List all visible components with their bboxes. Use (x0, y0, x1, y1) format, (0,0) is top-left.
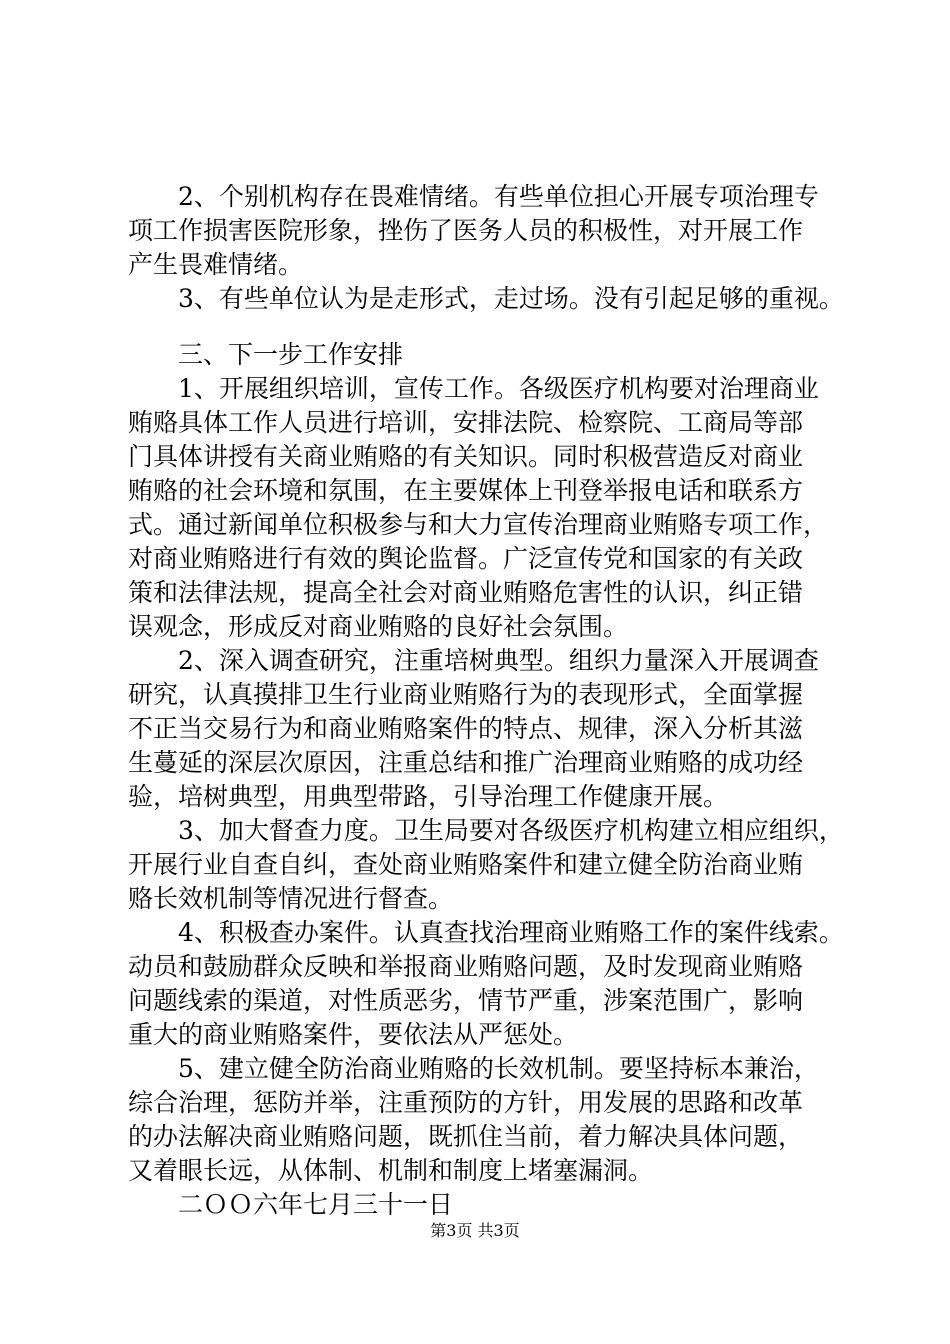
text-line: 重大的商业贿赂案件，要依法从严惩处。 (128, 1020, 579, 1049)
paragraph-gap (128, 316, 838, 338)
text-line: 式。通过新闻单位积极参与和大力宣传治理商业贿赂专项工作， (128, 510, 829, 539)
date-text: 二ＯＯ六年七月三十一日 (178, 1190, 454, 1219)
paragraph-plan-5 (128, 1052, 838, 1188)
text-line: 门具体讲授有关商业贿赂的有关知识。同时积极营造反对商业 (128, 442, 804, 471)
text-line: 研究，认真摸排卫生行业商业贿赂行为的表现形式，全面掌握 (128, 680, 804, 709)
text-line: 综合治理，惩防并举，注重预防的方针，用发展的思路和改革 (128, 1088, 804, 1117)
document-body (128, 180, 844, 1222)
paragraph-plan-4 (128, 916, 844, 1052)
text-line: 生蔓延的深层次原因，注重总结和推广治理商业贿赂的成功经 (128, 748, 804, 777)
text-line: 3、加大督查力度。卫生局要对各级医疗机构建立相应组织， (178, 816, 844, 845)
text-line: 赂长效机制等情况进行督查。 (128, 884, 454, 913)
page-number-label: 第3页 共3页 (430, 1221, 520, 1240)
paragraph-problem-2 (128, 180, 838, 282)
paragraph-plan-1 (128, 372, 838, 644)
text-line: 验，培树典型，用典型带路，引导治理工作健康开展。 (128, 782, 729, 811)
text-line: 误观念，形成反对商业贿赂的良好社会氛围。 (128, 612, 629, 641)
text-line: 4、积极查办案件。认真查找治理商业贿赂工作的案件线索。 (178, 918, 844, 947)
section-heading (128, 338, 838, 372)
text-line: 问题线索的渠道，对性质恶劣，情节严重，涉案范围广，影响 (128, 986, 804, 1015)
text-line: 1、开展组织培训，宣传工作。各级医疗机构要对治理商业 (178, 374, 819, 403)
text-line: 动员和鼓励群众反映和举报商业贿赂问题，及时发现商业贿赂 (128, 952, 804, 981)
paragraph-problem-3 (128, 282, 844, 316)
heading-text: 三、下一步工作安排 (178, 340, 404, 369)
text-line: 又着眼长远，从体制、机制和制度上堵塞漏洞。 (128, 1156, 654, 1185)
text-line: 贿赂的社会环境和氛围，在主要媒体上刊登举报电话和联系方 (128, 476, 804, 505)
text-line: 策和法律法规，提高全社会对商业贿赂危害性的认识，纠正错 (128, 578, 804, 607)
text-line: 项工作损害医院形象，挫伤了医务人员的积极性，对开展工作 (128, 216, 804, 245)
text-line: 2、个别机构存在畏难情绪。有些单位担心开展专项治理专 (178, 182, 819, 211)
text-line: 对商业贿赂进行有效的舆论监督。广泛宣传党和国家的有关政 (128, 544, 804, 573)
text-line: 贿赂具体工作人员进行培训，安排法院、检察院、工商局等部 (128, 408, 804, 437)
text-line: 产生畏难情绪。 (128, 250, 304, 279)
text-line: 的办法解决商业贿赂问题，既抓住当前，着力解决具体问题， (128, 1122, 804, 1151)
text-line: 2、深入调查研究，注重培树典型。组织力量深入开展调查 (178, 646, 819, 675)
text-line: 5、建立健全防治商业贿赂的长效机制。要坚持标本兼治， (178, 1054, 819, 1083)
text-line: 3、有些单位认为是走形式，走过场。没有引起足够的重视。 (178, 284, 844, 313)
document-date (128, 1188, 838, 1222)
paragraph-plan-3 (128, 814, 844, 916)
paragraph-plan-2 (128, 644, 838, 814)
text-line: 不正当交易行为和商业贿赂案件的特点、规律，深入分析其滋 (128, 714, 804, 743)
page-footer (0, 1221, 950, 1241)
text-line: 开展行业自查自纠，查处商业贿赂案件和建立健全防治商业贿 (128, 850, 804, 879)
